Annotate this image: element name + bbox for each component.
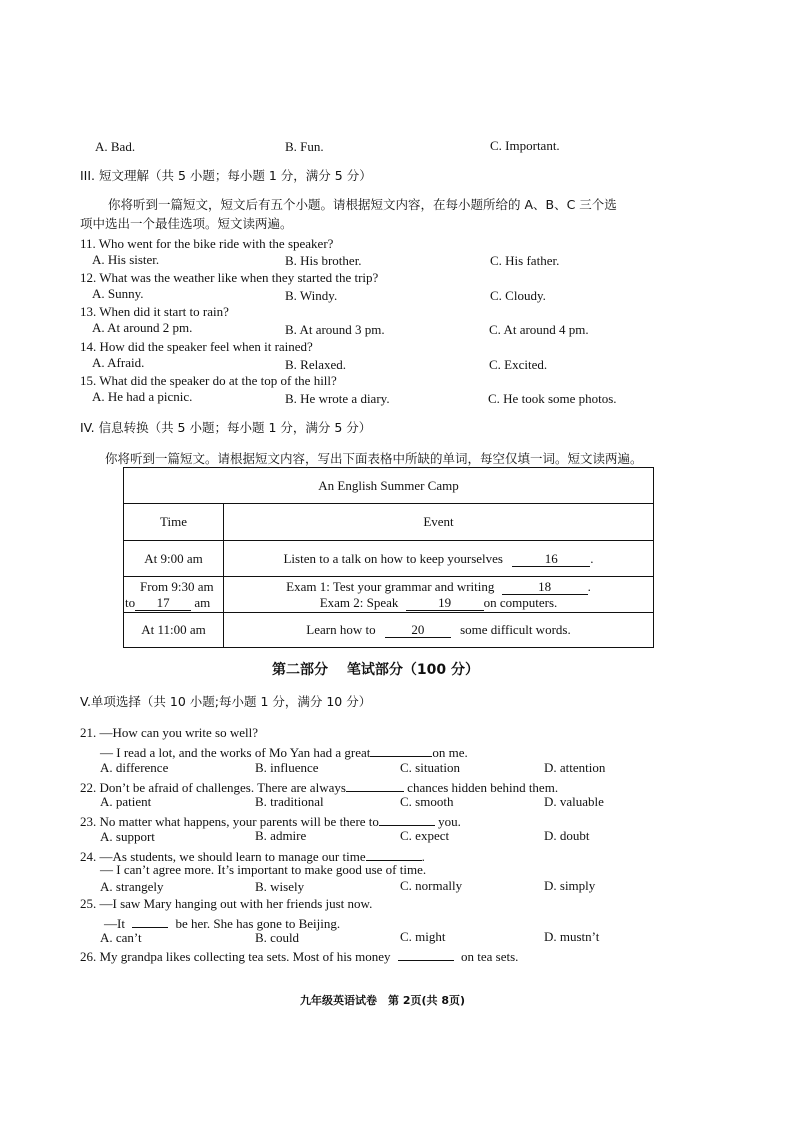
blank-16[interactable]: 16 xyxy=(512,552,590,567)
q11-option-c: C. His father. xyxy=(490,253,560,268)
q25-blank[interactable] xyxy=(132,913,168,928)
row2-exam1 xyxy=(224,579,653,595)
q23-option-d: D. doubt xyxy=(544,828,590,843)
question-15: 15. What did the speaker do at the top of the hill? xyxy=(80,373,337,388)
q21-option-b: B. influence xyxy=(255,760,319,775)
q14-option-c: C. Excited. xyxy=(489,357,548,372)
q23-option-b: B. admire xyxy=(255,828,307,843)
question-26 xyxy=(80,946,518,965)
row2-time-to: to xyxy=(125,594,136,610)
q10-option-a: A. Bad. xyxy=(95,139,136,154)
table-header-event: Event xyxy=(224,504,654,541)
q26-blank[interactable] xyxy=(398,946,454,961)
q13-option-a: A. At around 2 pm. xyxy=(92,320,193,335)
q12-option-b: B. Windy. xyxy=(285,288,338,303)
q12-option-c: C. Cloudy. xyxy=(490,288,546,303)
q25-option-b: B. could xyxy=(255,930,300,945)
q21-answer-end: on me. xyxy=(432,745,468,760)
q22-option-d: D. valuable xyxy=(544,794,604,809)
q21-option-c: C. situation xyxy=(400,760,460,775)
section3-heading: III. 短文理解（共 5 小题；每小题 1 分，满分 5 分） xyxy=(80,168,372,183)
q15-option-c: C. He took some photos. xyxy=(488,391,617,406)
q11-option-a: A. His sister. xyxy=(92,252,160,267)
q24-option-c: C. normally xyxy=(400,878,463,893)
q12-option-a: A. Sunny. xyxy=(92,286,144,301)
q24-option-a: A. strangely xyxy=(100,879,164,894)
q22-option-a: A. patient xyxy=(100,794,152,809)
row3-time: At 11:00 am xyxy=(124,613,224,648)
table-row xyxy=(124,541,654,577)
row2-exam2-text: Exam 2: Speak xyxy=(319,594,399,610)
row1-event-text: Listen to a talk on how to keep yourselves xyxy=(283,550,503,566)
q10-option-b: B. Fun. xyxy=(285,139,324,154)
row1-event xyxy=(224,541,654,577)
question-14: 14. How did the speaker feel when it rained? xyxy=(80,339,313,354)
q24-option-b: B. wisely xyxy=(255,879,305,894)
part2-title: 第二部分 笔试部分（100 分） xyxy=(272,662,479,678)
row2-exam2-end: on computers. xyxy=(483,594,558,610)
blank-20[interactable]: 20 xyxy=(385,623,451,638)
q23-option-c: C. expect xyxy=(400,828,450,843)
q24-option-d: D. simply xyxy=(544,878,596,893)
question-12: 12. What was the weather like when they started the trip? xyxy=(80,270,379,285)
q22-blank[interactable] xyxy=(346,777,404,792)
question-13: 13. When did it start to rain? xyxy=(80,304,229,319)
section5-heading: V.单项选择（共 10 小题;每小题 1 分，满分 10 分） xyxy=(80,694,372,709)
section4-instruction: 你将听到一篇短文。请根据短文内容，写出下面表格中所缺的单词，每空仅填一词。短文读两遍。 xyxy=(105,451,643,466)
q23-option-a: A. support xyxy=(100,829,155,844)
blank-17[interactable]: 17 xyxy=(135,596,191,611)
q25-option-c: C. might xyxy=(400,929,446,944)
q14-option-b: B. Relaxed. xyxy=(285,357,347,372)
q25-option-d: D. mustn’t xyxy=(544,929,600,944)
q22-option-c: C. smooth xyxy=(400,794,454,809)
q25-reply-text: —It xyxy=(104,916,125,931)
table-row xyxy=(124,577,654,613)
row3-event xyxy=(224,613,654,648)
blank-19[interactable]: 19 xyxy=(406,596,484,611)
row2-event xyxy=(224,577,654,613)
q23-blank[interactable] xyxy=(379,811,435,826)
q21-option-a: A. difference xyxy=(100,760,169,775)
q24-text-end: . xyxy=(421,849,425,864)
row1-event-end: . xyxy=(590,550,594,566)
blank-18[interactable]: 18 xyxy=(502,580,588,595)
q21-option-d: D. attention xyxy=(544,760,606,775)
q15-option-a: A. He had a picnic. xyxy=(92,389,193,404)
q24-blank[interactable] xyxy=(366,846,422,861)
q13-option-c: C. At around 4 pm. xyxy=(489,322,589,337)
section3-instruction-line2: 项中选出一个最佳选项。短文读两遍。 xyxy=(80,216,293,231)
q22-text: 22. Don’t be afraid of challenges. There are always xyxy=(80,780,346,795)
row2-time-am: am xyxy=(194,594,211,610)
q24-reply: — I can’t agree more. It’s important to make good use of time. xyxy=(100,862,427,877)
q26-text-end: on tea sets. xyxy=(461,949,519,964)
q23-text: 23. No matter what happens, your parents will be there to xyxy=(80,814,379,829)
q25-option-a: A. can’t xyxy=(100,930,142,945)
q21-blank[interactable] xyxy=(370,742,432,757)
question-11: 11. Who went for the bike ride with the speaker? xyxy=(80,236,334,251)
q15-option-b: B. He wrote a diary. xyxy=(285,391,390,406)
section4-heading: IV. 信息转换（共 5 小题；每小题 1 分，满分 5 分） xyxy=(80,420,372,435)
table-row xyxy=(124,613,654,648)
q14-option-a: A. Afraid. xyxy=(92,355,145,370)
table-title: An English Summer Camp xyxy=(124,468,654,504)
q25-reply-end: be her. She has gone to Beijing. xyxy=(175,916,341,931)
row2-time-start: From 9:30 am xyxy=(140,578,214,594)
q21-answer-line xyxy=(100,742,468,761)
q24-text: 24. —As students, we should learn to manage our time xyxy=(80,849,366,864)
row3-event-end: some difficult words. xyxy=(460,622,571,637)
row2-time-end xyxy=(124,595,223,611)
row2-time xyxy=(124,577,224,613)
summer-camp-table xyxy=(123,467,654,648)
q22-option-b: B. traditional xyxy=(255,794,324,809)
row1-time: At 9:00 am xyxy=(124,541,224,577)
q10-option-c: C. Important. xyxy=(490,138,560,153)
row2-exam1-text: Exam 1: Test your grammar and writing xyxy=(286,578,495,594)
table-header-time: Time xyxy=(124,504,224,541)
q11-option-b: B. His brother. xyxy=(285,253,362,268)
row2-exam1-end: . xyxy=(587,578,591,594)
q22-text-end: chances hidden behind them. xyxy=(407,780,559,795)
row3-event-text: Learn how to xyxy=(306,622,376,637)
q13-option-b: B. At around 3 pm. xyxy=(285,322,385,337)
row2-exam2 xyxy=(224,595,653,611)
q21-answer-text: — I read a lot, and the works of Mo Yan had a great xyxy=(100,745,371,760)
question-21: 21. —How can you write so well? xyxy=(80,725,258,740)
question-25: 25. —I saw Mary hanging out with her friends just now. xyxy=(80,896,373,911)
page-footer: 九年级英语试卷 第 2页(共 8页) xyxy=(300,994,466,1007)
q26-text: 26. My grandpa likes collecting tea sets. Most of his money xyxy=(80,949,391,964)
q23-text-end: you. xyxy=(438,814,461,829)
section3-instruction-line1: 你将听到一篇短文，短文后有五个小题。请根据短文内容，在每小题所给的 A、B、C 三个选 xyxy=(108,197,617,212)
